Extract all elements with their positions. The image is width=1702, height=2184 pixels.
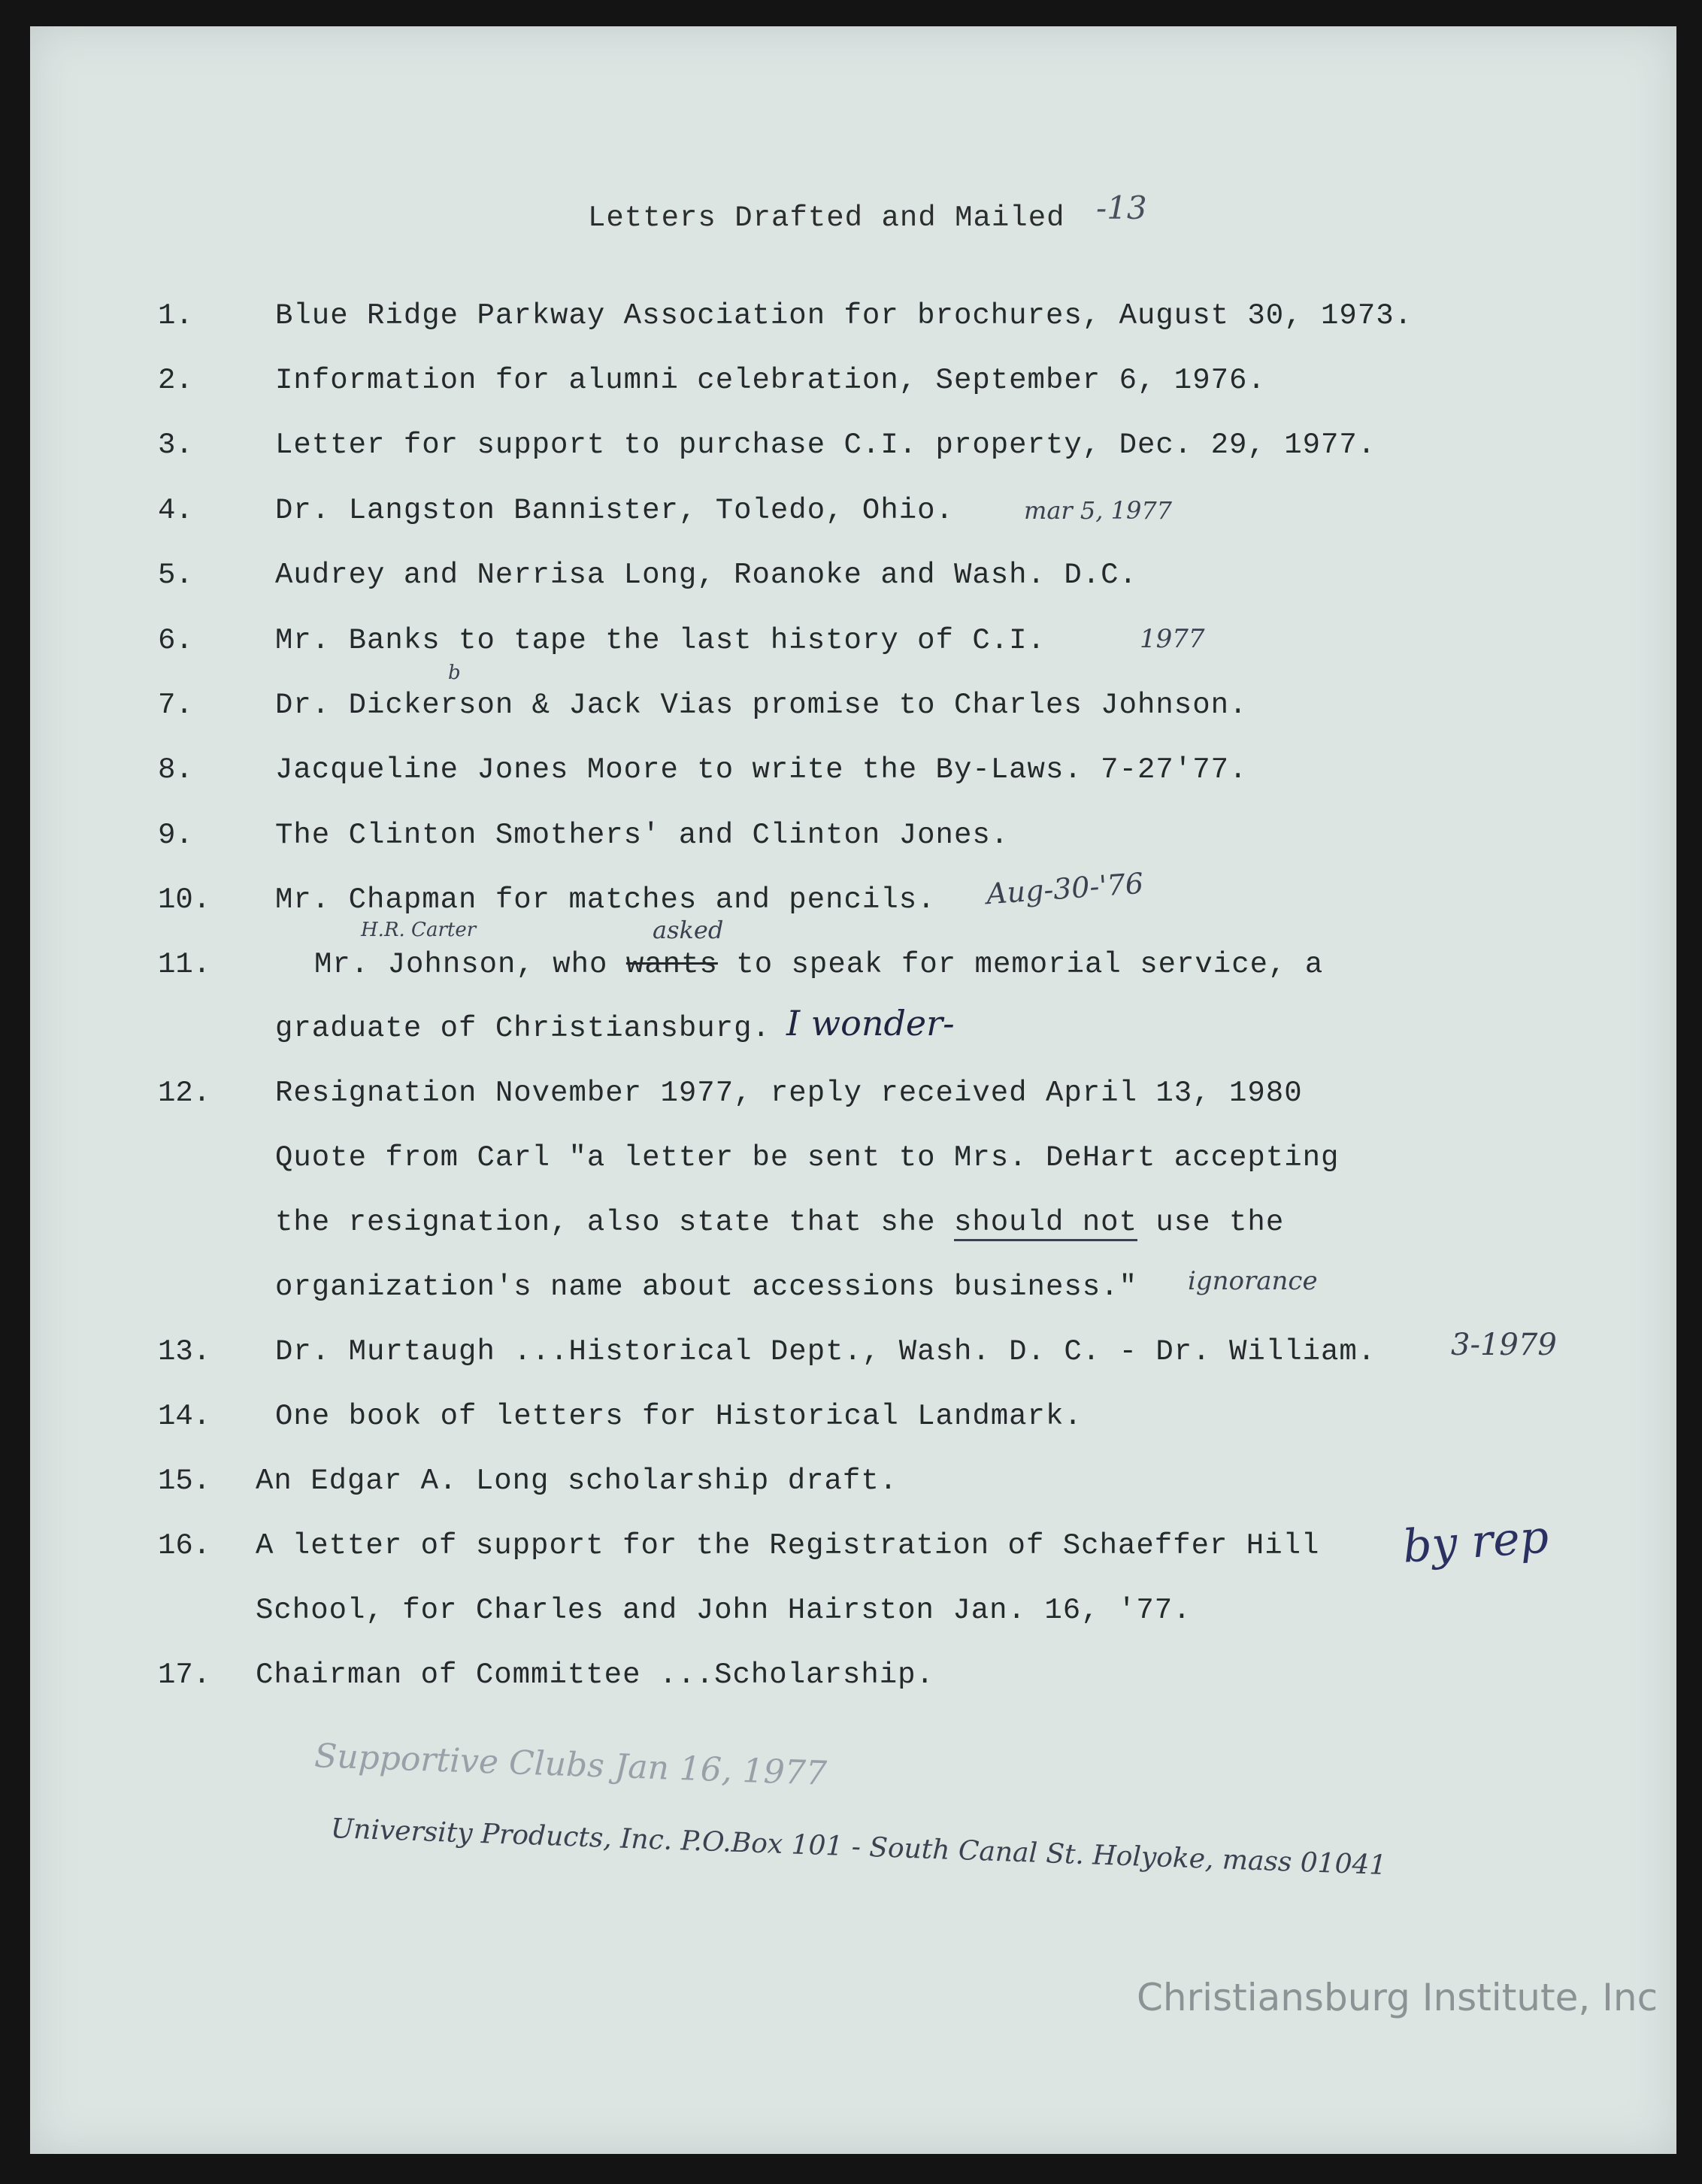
list-item	[314, 948, 1323, 981]
handwritten-note: Aug-30-'76	[985, 866, 1145, 911]
handwritten-note: by rep	[1401, 1510, 1551, 1574]
list-item-text: the resignation, also state that she	[275, 1206, 954, 1239]
watermark-text: Christiansburg Institute, Inc	[1137, 1976, 1658, 2019]
list-item: Mr. Chapman for matches and pencils.	[275, 883, 936, 916]
item-number: 9.	[158, 819, 193, 852]
list-item: Mr. Banks to tape the last history of C.I.	[275, 624, 1046, 657]
list-item: Dr. Murtaugh ...Historical Dept., Wash. D. C. - Dr. William.	[275, 1335, 1376, 1368]
list-item-text: to speak for memorial service, a	[717, 948, 1324, 981]
underlined-text: should not	[954, 1206, 1137, 1241]
item-number: 2.	[158, 364, 193, 397]
struck-text: wants	[625, 948, 718, 981]
list-item: Chairman of Committee ...Scholarship.	[256, 1658, 934, 1692]
handwritten-note: b	[448, 662, 461, 684]
list-item: Resignation November 1977, reply received April 13, 1980	[275, 1077, 1303, 1110]
list-item: An Edgar A. Long scholarship draft.	[256, 1465, 898, 1498]
item-number: 3.	[158, 429, 193, 462]
list-item: The Clinton Smothers' and Clinton Jones.	[275, 819, 1010, 852]
list-item: A letter of support for the Registration of Schaeffer Hill	[256, 1529, 1320, 1562]
item-number: 1.	[158, 299, 193, 332]
list-item: Letter for support to purchase C.I. property, Dec. 29, 1977.	[275, 429, 1376, 462]
handwritten-note: asked	[653, 916, 724, 944]
list-item-text: Mr. Johnson, who	[314, 948, 626, 981]
item-number: 17.	[158, 1658, 211, 1692]
list-item: Dr. Langston Bannister, Toledo, Ohio.	[275, 494, 954, 527]
handwritten-note: 1977	[1140, 624, 1205, 654]
list-item: organization's name about accessions business."	[275, 1271, 1137, 1304]
item-number: 13.	[158, 1335, 211, 1368]
item-number: 14.	[158, 1400, 211, 1433]
handwritten-note: Supportive Clubs Jan 16, 1977	[313, 1737, 828, 1793]
handwritten-note: University Products, Inc. P.O.Box 101 - South Canal St. Holyoke, mass 01041	[330, 1813, 1387, 1882]
list-item: Quote from Carl "a letter be sent to Mrs. DeHart accepting	[275, 1141, 1340, 1174]
item-number: 7.	[158, 689, 193, 722]
handwritten-note: mar 5, 1977	[1024, 496, 1173, 525]
item-number: 12.	[158, 1077, 211, 1110]
list-item: graduate of Christiansburg.	[275, 1012, 771, 1045]
page-title: Letters Drafted and Mailed	[588, 201, 1065, 235]
handwritten-note: 3-1979	[1451, 1328, 1557, 1362]
handwritten-note: H.R. Carter	[361, 919, 477, 941]
list-item: School, for Charles and John Hairston Jan. 16, '77.	[256, 1594, 1192, 1627]
handwritten-note: I wonder-	[786, 1003, 955, 1044]
list-item: Jacqueline Jones Moore to write the By-Laws. 7-27'77.	[275, 753, 1248, 786]
item-number: 10.	[158, 883, 211, 916]
item-number: 16.	[158, 1529, 211, 1562]
item-number: 15.	[158, 1465, 211, 1498]
list-item: Information for alumni celebration, September 6, 1976.	[275, 364, 1266, 397]
item-number: 4.	[158, 494, 193, 527]
item-number: 5.	[158, 559, 193, 592]
item-number: 8.	[158, 753, 193, 786]
list-item	[275, 1206, 1284, 1239]
list-item-text: use the	[1137, 1206, 1285, 1239]
list-item: One book of letters for Historical Landmark.	[275, 1400, 1083, 1433]
list-item: Dr. Dickerson & Jack Vias promise to Charles Johnson.	[275, 689, 1248, 722]
list-item: Audrey and Nerrisa Long, Roanoke and Wash. D.C.	[275, 559, 1137, 592]
list-item: Blue Ridge Parkway Association for brochures, August 30, 1973.	[275, 299, 1413, 332]
title-annotation: -13	[1096, 189, 1147, 226]
item-number: 6.	[158, 624, 193, 657]
handwritten-note: ignorance	[1188, 1266, 1318, 1296]
item-number: 11.	[158, 948, 211, 981]
